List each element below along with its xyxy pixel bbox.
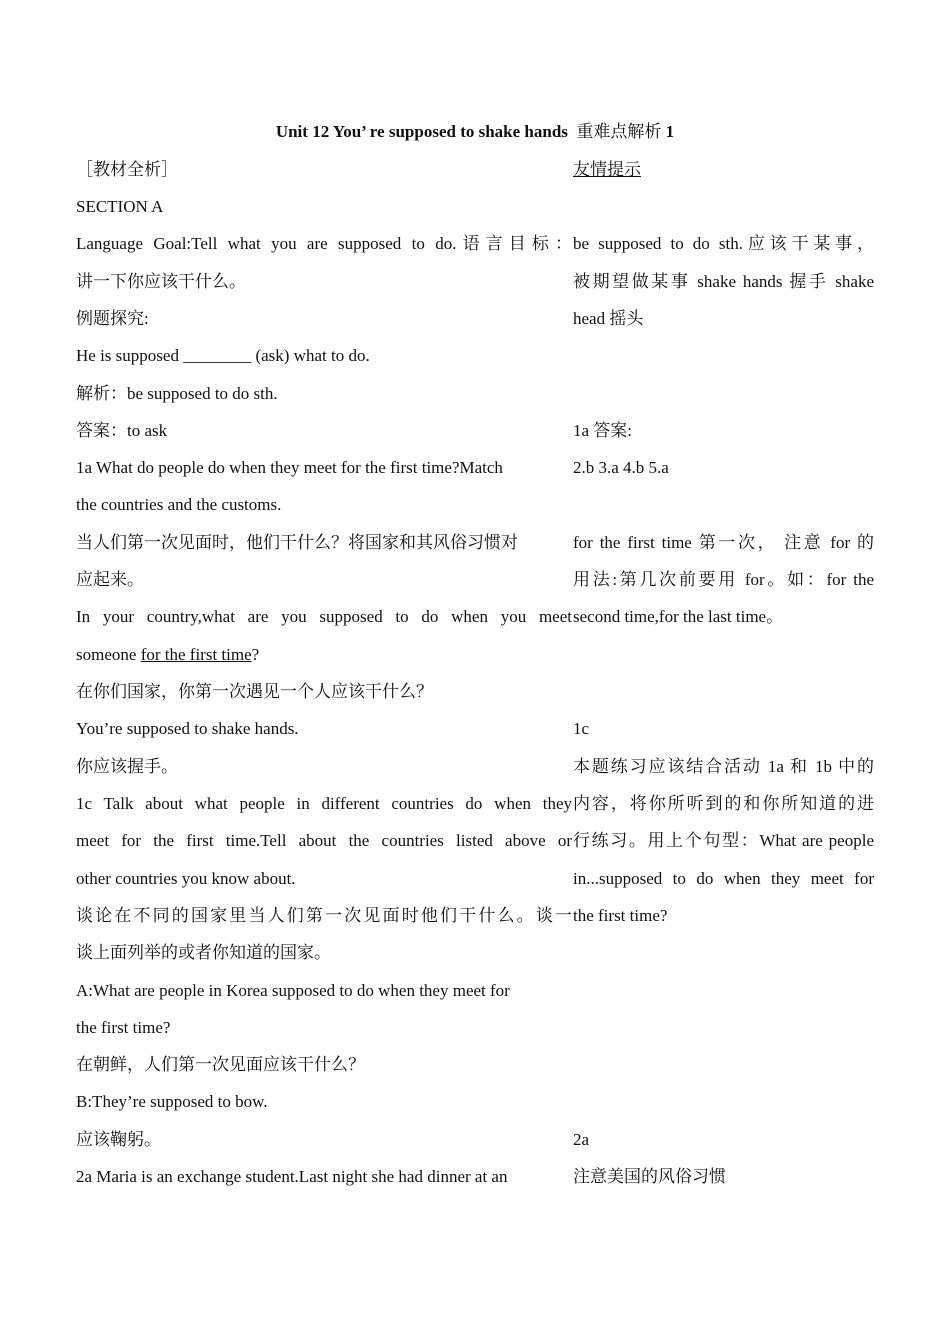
note-line: 被期望做某事 shake hands 握手 shake [573,272,874,291]
answer-line: 答案：to ask [76,421,168,440]
note-line: second time,for the last time。 [573,607,784,626]
text-line: Language Goal:Tell what you are supposed to do.语言目标： [76,234,572,253]
answer-key: 2.b 3.a 4.b 5.a [573,458,669,477]
note-line: be supposed to do sth.应该干某事， [573,234,874,253]
dialogue-line: B:They’re supposed to bow. [76,1092,268,1111]
text-line: 1c Talk about what people in different countries do when they [76,794,572,813]
note-line: the first time? [573,906,668,925]
text-line: 当人们第一次见面时，他们干什么？将国家和其风俗习惯对 [76,533,518,552]
section-label: SECTION A [76,197,164,216]
text-line [76,643,259,667]
note-line: in...supposed to do when they meet for [573,869,874,888]
notes-heading: 友情提示 [573,160,641,179]
text-line: In your country,what are you supposed to do when you meet [76,607,572,626]
text-line: 2a Maria is an exchange student.Last night she had dinner at an [76,1167,508,1186]
text-line: 应起来。 [76,570,144,589]
text-line: 解析：be supposed to do sth. [76,384,278,403]
text-line: 1a What do people do when they meet for the first time?Match [76,458,503,477]
title-number: 1 [665,122,675,141]
text-line: 谈上面列举的或者你知道的国家。 [76,943,331,962]
text-line: 谈论在不同的国家里当人们第一次见面时他们干什么。谈一 [76,906,572,925]
note-line: 本题练习应该结合活动 1a 和 1b 中的 [573,757,874,776]
page-title [0,120,950,144]
note-line: 注意美国的风俗习惯 [573,1167,726,1186]
text-line: meet for the first time.Tell about the countries listed above or [76,831,572,850]
text-line: You’re supposed to shake hands. [76,719,299,738]
text-line: other countries you know about. [76,869,296,888]
note-line: 用法:第几次前要用 for。如：for the [573,570,874,589]
note-line: for the first time 第一次， 注意 for 的 [573,533,874,552]
title-english: Unit 12 You’ re supposed to shake hands [275,122,568,141]
text-line: 在你们国家，你第一次遇见一个人应该干什么？ [76,682,433,701]
text-line: the countries and the customs. [76,495,282,514]
note-line: 2a [573,1130,590,1149]
text-line: 应该鞠躬。 [76,1130,161,1149]
text-line: 在朝鲜，人们第一次见面应该干什么？ [76,1055,365,1074]
note-line: 1a 答案: [573,421,633,440]
dialogue-line: the first time? [76,1018,171,1037]
title-chinese: 重难点解析 [576,122,662,141]
text-segment: someone [76,645,141,664]
underlined-phrase: for the first time [140,645,252,664]
note-line: 行练习。用上个句型：What are people [573,831,874,850]
text-segment: ? [251,645,260,664]
note-line: 内容，将你所听到的和你所知道的进 [573,794,874,813]
text-line: 你应该握手。 [76,757,178,776]
note-line: 1c [573,719,590,738]
text-line: 讲一下你应该干什么。 [76,272,246,291]
dialogue-line: A:What are people in Korea supposed to do when they meet for [76,981,510,1000]
note-line: head 摇头 [573,309,644,328]
section-heading: ［教材全析］ [76,160,178,179]
text-line: 例题探究: [76,309,149,328]
exercise-question: He is supposed ________ (ask) what to do. [76,346,370,365]
